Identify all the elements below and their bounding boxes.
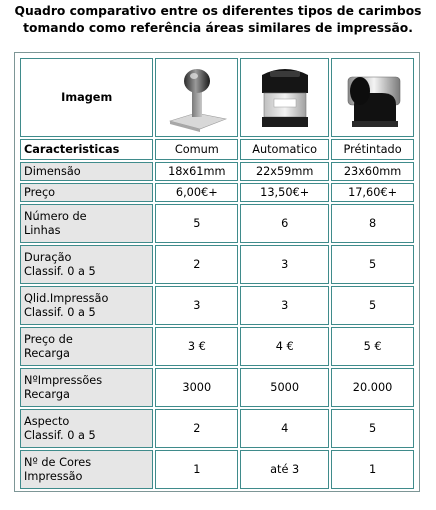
image-cell-automatico — [240, 58, 329, 137]
table-row — [20, 450, 414, 489]
table-row — [20, 204, 414, 243]
table-row — [20, 368, 414, 407]
row-value: 20.000 — [331, 368, 414, 407]
row-label: Número de Linhas — [20, 204, 153, 243]
characteristics-header: Caracteristicas — [20, 139, 153, 160]
row-value: 3 — [240, 286, 329, 325]
row-value: 6,00€+ — [155, 183, 238, 202]
row-value: 5 — [155, 204, 238, 243]
table-row — [20, 183, 414, 202]
row-value: 3 € — [155, 327, 238, 366]
row-value: 13,50€+ — [240, 183, 329, 202]
column-header-row — [20, 139, 414, 160]
row-label: Qlid.Impressão Classif. 0 a 5 — [20, 286, 153, 325]
row-value: 2 — [155, 409, 238, 448]
row-value: 5000 — [240, 368, 329, 407]
stamp-automatico-icon — [250, 63, 320, 133]
row-value: 3000 — [155, 368, 238, 407]
row-value: 2 — [155, 245, 238, 284]
row-label: Nº de Cores Impressão — [20, 450, 153, 489]
row-label: Duração Classif. 0 a 5 — [20, 245, 153, 284]
row-value: 3 — [240, 245, 329, 284]
stamp-pretintado-icon — [338, 63, 408, 133]
column-header-pretintado: Prétintado — [331, 139, 414, 160]
image-row — [20, 58, 414, 137]
row-label: NºImpressões Recarga — [20, 368, 153, 407]
row-value: 1 — [331, 450, 414, 489]
row-value: 6 — [240, 204, 329, 243]
table-row — [20, 286, 414, 325]
row-value: 22x59mm — [240, 162, 329, 181]
stamp-comum-icon — [162, 63, 232, 133]
row-value: 23x60mm — [331, 162, 414, 181]
table-row — [20, 162, 414, 181]
row-value: 1 — [155, 450, 238, 489]
row-value: 5 — [331, 286, 414, 325]
table-row — [20, 409, 414, 448]
caption-line-1: Quadro comparativo entre os diferentes tipos de carimbos — [14, 4, 422, 18]
column-header-comum: Comum — [155, 139, 238, 160]
row-value: 4 € — [240, 327, 329, 366]
comparison-table-frame — [14, 52, 420, 492]
row-value: 17,60€+ — [331, 183, 414, 202]
row-label: Dimensão — [20, 162, 153, 181]
table-row — [20, 245, 414, 284]
row-value: 18x61mm — [155, 162, 238, 181]
row-value: 8 — [331, 204, 414, 243]
comparison-table — [18, 56, 416, 491]
row-value: 5 — [331, 245, 414, 284]
row-value: até 3 — [240, 450, 329, 489]
image-header-label: Imagem — [20, 58, 153, 137]
row-value: 5 € — [331, 327, 414, 366]
row-value: 4 — [240, 409, 329, 448]
caption-line-2: tomando como referência áreas similares de impressão. — [23, 21, 413, 35]
column-header-automatico: Automatico — [240, 139, 329, 160]
row-label: Preço de Recarga — [20, 327, 153, 366]
image-cell-comum — [155, 58, 238, 137]
row-label: Aspecto Classif. 0 a 5 — [20, 409, 153, 448]
table-row — [20, 327, 414, 366]
row-value: 3 — [155, 286, 238, 325]
row-value: 5 — [331, 409, 414, 448]
page-caption — [0, 0, 436, 37]
image-cell-pretintado — [331, 58, 414, 137]
row-label: Preço — [20, 183, 153, 202]
